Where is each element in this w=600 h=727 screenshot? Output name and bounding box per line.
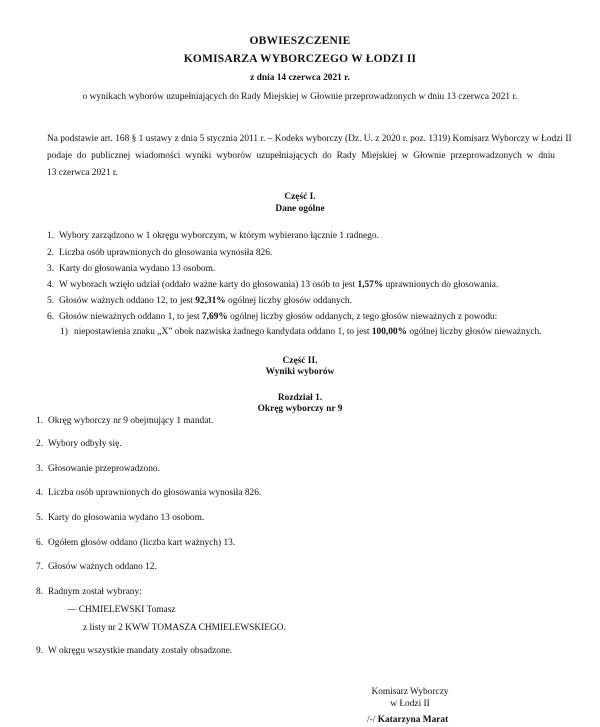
- list-item: 1. Okręg wyborczy nr 9 obejmujący 1 mandat.: [36, 416, 214, 426]
- list-item: 3. Głosowanie przeprowadzono.: [36, 464, 160, 474]
- list-item: 2. Liczba osób uprawnionych do głosowania wynosiła 826.: [47, 248, 273, 258]
- document-date: z dnia 14 czerwca 2021 r.: [250, 73, 350, 83]
- list-item: 6. Ogółem głosów oddano (liczba kart ważnych) 13.: [36, 538, 236, 548]
- list-item: 6. Głosów nieważnych oddano 1, to jest 7,69% ogólnej liczby głosów oddanych, z tego głosów nieważnych z powodu:: [47, 312, 498, 322]
- list-subitem: 1) niepostawienia znaku „X” obok nazwiska żadnego kandydata oddano 1, to jest 100,00% ogólnej liczby głosów nieważnych.: [60, 327, 542, 337]
- signature-name: Katarzyna Marat: [377, 715, 449, 725]
- list-item: 7. Głosów ważnych oddano 12.: [36, 562, 157, 572]
- intro-line-1: Na podstawie art. 168 § 1 ustawy z dnia 5 stycznia 2011 r. – Kodeks wyborczy (Dz. U. z 2020 r. poz. 1319) Komisarz Wyborczy w Łodzi II: [47, 134, 572, 144]
- valid-votes-percent: 92,31%: [195, 296, 226, 306]
- part2-heading: Część II.: [282, 356, 318, 366]
- elected-list: z listy nr 2 KWW TOMASZA CHMIELEWSKIEGO.: [83, 623, 286, 633]
- list-item: 4. Liczba osób uprawnionych do głosowania wynosiła 826.: [36, 488, 262, 498]
- district-heading: Okręg wyborczy nr 9: [257, 404, 343, 414]
- list-item: 8. Radnym został wybrany:: [36, 587, 142, 597]
- signature-role: Komisarz Wyborczy: [371, 687, 449, 697]
- list-item: 1. Wybory zarządzono w 1 okręgu wyborczym, w którym wybierano łącznie 1 radnego.: [47, 231, 379, 241]
- list-item: 5. Karty do głosowania wydano 13 osobom.: [36, 513, 205, 523]
- turnout-percent: 1,57%: [357, 280, 384, 290]
- invalid-reason-percent: 100,00%: [371, 327, 407, 337]
- document-title: OBWIESZCZENIE: [249, 35, 351, 47]
- intro-line-2: podaje do publicznej wiadomości wyniki wyborów uzupełniających do Rady Miejskiej w Głownie przeprowadzonych w dniu: [47, 151, 555, 161]
- list-item: 3. Karty do głosowania wydano 13 osobom.: [47, 264, 216, 274]
- intro-line-3: 13 czerwca 2021 r.: [47, 168, 118, 178]
- list-item: 2. Wybory odbyły się.: [36, 439, 122, 449]
- signature-prefix: /-/: [367, 715, 376, 725]
- document-about: o wynikach wyborów uzupełniających do Rady Miejskiej w Głownie przeprowadzonych w dniu 13 czerwca 2021 r.: [82, 92, 518, 102]
- list-item: 5. Głosów ważnych oddano 12, to jest 92,31% ogólnej liczby głosów oddanych.: [47, 296, 352, 306]
- elected-name: — CHMIELEWSKI Tomasz: [67, 605, 176, 615]
- part1-subheading: Dane ogólne: [275, 204, 325, 214]
- document-subtitle: KOMISARZA WYBORCZEGO W ŁODZI II: [183, 53, 417, 65]
- invalid-votes-percent: 7,69%: [201, 312, 228, 322]
- list-item: 9. W okręgu wszystkie mandaty zostały obsadzone.: [36, 646, 233, 656]
- part1-heading: Część I.: [284, 192, 316, 202]
- signature-line: [367, 714, 448, 726]
- chapter-heading: Rozdział 1.: [277, 393, 323, 403]
- list-item: 4. W wyborach wzięło udział (oddało ważne karty do głosowania) 13 osób to jest 1,57% uprawnionych do głosowania.: [47, 280, 499, 290]
- signature-place: w Łodzi II: [390, 699, 430, 709]
- part2-subheading: Wyniki wyborów: [265, 367, 335, 377]
